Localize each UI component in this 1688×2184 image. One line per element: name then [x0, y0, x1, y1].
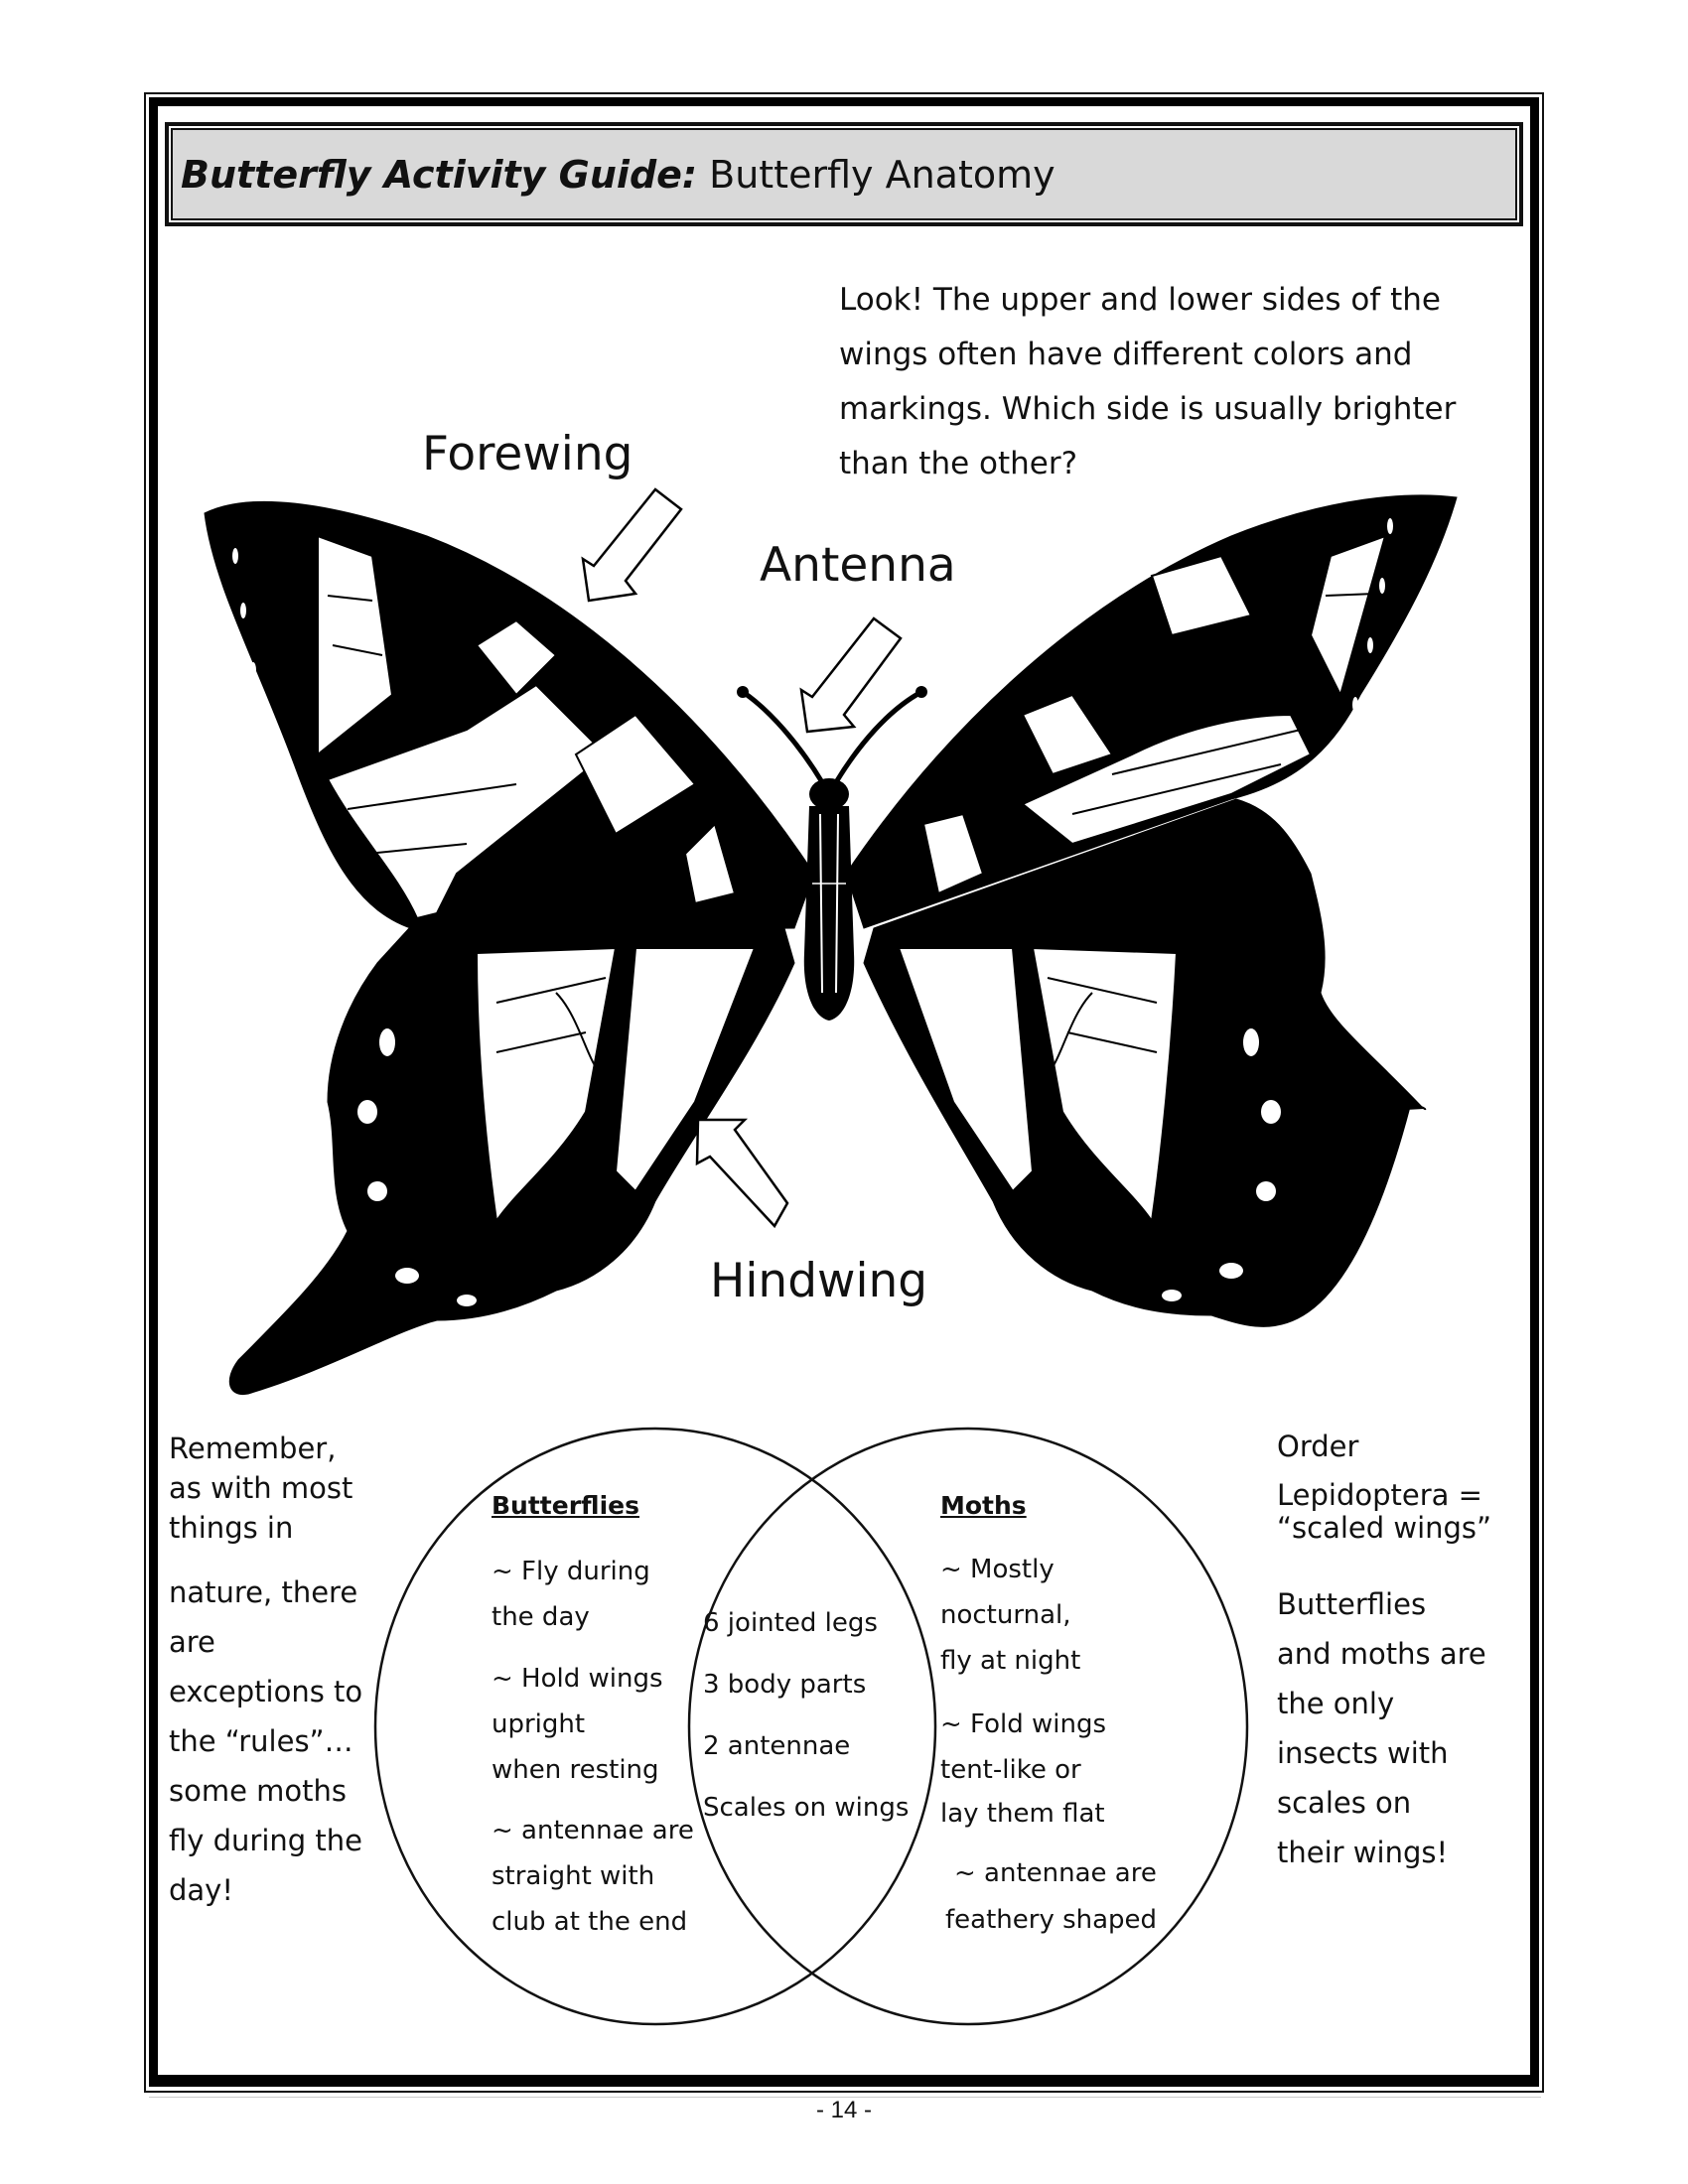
right-note-line: insects with: [1277, 1736, 1449, 1770]
left-note-line: things in: [169, 1511, 294, 1545]
venn-butterflies-line: ~ antennae are: [492, 1816, 694, 1845]
intro-line: than the other?: [839, 446, 1078, 481]
intro-line: wings often have different colors and: [839, 337, 1413, 372]
right-note-line: the only: [1277, 1687, 1395, 1720]
left-note-line: the “rules”…: [169, 1724, 353, 1758]
intro-line: markings. Which side is usually brighter: [839, 391, 1457, 427]
left-note-line: Remember,: [169, 1432, 337, 1465]
left-note-line: exceptions to: [169, 1675, 363, 1708]
intro-line: Look! The upper and lower sides of the: [839, 282, 1441, 318]
venn-butterflies-line: straight with: [492, 1861, 655, 1891]
venn-moths-line: feathery shaped: [945, 1905, 1158, 1935]
venn-heading-moths: Moths: [940, 1491, 1027, 1520]
title-topic: Butterfly Anatomy: [709, 152, 1055, 197]
left-note-line: nature, there: [169, 1575, 358, 1609]
venn-butterflies-line: the day: [492, 1602, 590, 1632]
venn-shared-line: 3 body parts: [703, 1670, 867, 1700]
left-note-line: fly during the: [169, 1824, 363, 1857]
right-note-line: Lepidoptera =: [1277, 1478, 1482, 1512]
venn-butterflies-line: ~ Hold wings: [492, 1664, 663, 1694]
venn-shared-line: 2 antennae: [703, 1731, 851, 1761]
title-series: Butterfly Activity Guide:: [181, 152, 698, 197]
venn-moths-line: tent-like or: [940, 1755, 1081, 1785]
venn-shared-line: Scales on wings: [703, 1793, 910, 1823]
left-note-line: are: [169, 1625, 215, 1659]
venn-moths-line: ~ antennae are: [954, 1858, 1157, 1888]
label-antenna: Antenna: [760, 538, 956, 593]
right-note-line: Order: [1277, 1430, 1359, 1463]
venn-shared-line: 6 jointed legs: [703, 1608, 878, 1638]
label-forewing: Forewing: [422, 427, 633, 481]
venn-butterflies-line: club at the end: [492, 1907, 688, 1937]
right-note-line: their wings!: [1277, 1836, 1449, 1869]
left-note-line: day!: [169, 1873, 233, 1907]
venn-butterflies-line: when resting: [492, 1755, 659, 1785]
page-number: - 14 -: [815, 2097, 872, 2123]
venn-moths-line: ~ Fold wings: [940, 1709, 1106, 1739]
venn-butterflies-line: ~ Fly during: [492, 1557, 650, 1586]
venn-moths-line: lay them flat: [940, 1799, 1105, 1829]
right-note-line: “scaled wings”: [1277, 1511, 1492, 1545]
right-note-line: Butterflies: [1277, 1587, 1427, 1621]
left-note-line: some moths: [169, 1774, 348, 1808]
right-note-line: scales on: [1277, 1786, 1412, 1820]
right-note-line: and moths are: [1277, 1637, 1486, 1671]
venn-moths-line: ~ Mostly: [940, 1555, 1055, 1584]
left-note-line: as with most: [169, 1471, 353, 1505]
venn-heading-butterflies: Butterflies: [492, 1491, 639, 1520]
venn-moths-line: fly at night: [940, 1646, 1081, 1676]
venn-butterflies-line: upright: [492, 1709, 586, 1739]
label-hindwing: Hindwing: [710, 1254, 928, 1308]
venn-moths-line: nocturnal,: [940, 1600, 1071, 1630]
